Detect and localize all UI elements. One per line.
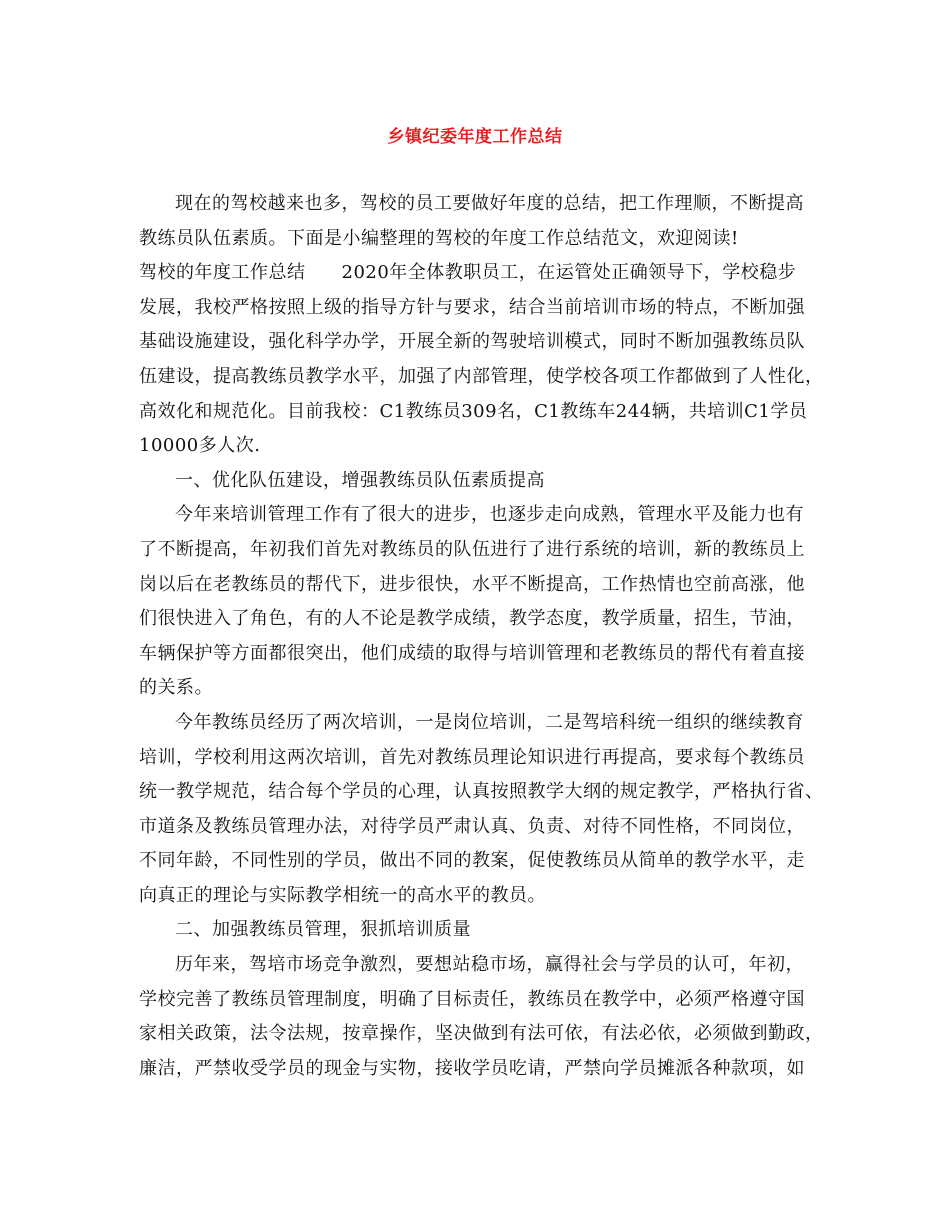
paragraph-line: 家相关政策，法令法规，按章操作，坚决做到有法可依，有法必依，必须做到勤政，	[139, 1023, 824, 1045]
paragraph-line: 今年来培训管理工作有了很大的进步，也逐步走向成熟，管理水平及能力也有	[175, 504, 804, 526]
paragraph-line: 车辆保护等方面都很突出，他们成绩的取得与培训管理和老教练员的帮代有着直接	[139, 642, 805, 664]
paragraph-line: 伍建设，提高教练员教学水平，加强了内部管理，使学校各项工作都做到了人性化，	[139, 365, 824, 387]
paragraph-line: 培训，学校利用这两次培训，首先对教练员理论知识进行再提高，要求每个教练员	[139, 746, 805, 768]
paragraph-line: 向真正的理论与实际教学相统一的高水平的教员。	[139, 884, 546, 906]
paragraph-line: 高效化和规范化。目前我校：C1教练员309名，C1教练车244辆，共培训C1学员	[139, 400, 808, 422]
intro-line: 教练员队伍素质。下面是小编整理的驾校的年度工作总结范文，欢迎阅读!	[139, 227, 739, 249]
section-label: 驾校的年度工作总结	[139, 262, 306, 284]
paragraph-line: 历年来，驾培市场竞争激烈，要想站稳市场，赢得社会与学员的认可，年初，	[175, 954, 804, 976]
section-heading-2: 二、加强教练员管理，狠抓培训质量	[175, 919, 471, 941]
section-label-row	[139, 256, 829, 291]
paragraph-line: 统一教学规范，结合每个学员的心理，认真按照教学大纲的规定教学，严格执行省、	[139, 781, 824, 803]
paragraph-line: 基础设施建设，强化科学办学，开展全新的驾驶培训模式，同时不断加强教练员队	[139, 331, 805, 353]
paragraph-line: 学校完善了教练员管理制度，明确了目标责任，教练员在教学中，必须严格遵守国	[139, 988, 805, 1010]
paragraph-line: 市道条及教练员管理办法，对待学员严肃认真、负责、对待不同性格，不同岗位，	[139, 815, 805, 837]
section-heading-1: 一、优化队伍建设，增强教练员队伍素质提高	[175, 469, 545, 491]
paragraph-line: 2020年全体教职员工，在运管处正确领导下，学校稳步	[341, 262, 797, 284]
paragraph-line: 10000多人次.	[139, 435, 261, 457]
paragraph-line: 岗以后在老教练员的帮代下，进步很快，水平不断提高，工作热情也空前高涨，他	[139, 573, 805, 595]
paragraph-line: 的关系。	[139, 677, 213, 699]
paragraph-line: 不同年龄，不同性别的学员，做出不同的教案，促使教练员从简单的教学水平，走	[139, 850, 805, 872]
document-body	[139, 187, 829, 1086]
paragraph-line: 今年教练员经历了两次培训，一是岗位培训，二是驾培科统一组织的继续教育	[175, 711, 804, 733]
paragraph-line: 廉洁，严禁收受学员的现金与实物，接收学员吃请，严禁向学员摊派各种款项，如	[139, 1057, 805, 1079]
paragraph-line: 发展，我校严格按照上级的指导方针与要求，结合当前培训市场的特点，不断加强	[139, 296, 805, 318]
paragraph-line: 了不断提高，年初我们首先对教练员的队伍进行了进行系统的培训，新的教练员上	[139, 538, 805, 560]
intro-line: 现在的驾校越来也多，驾校的员工要做好年度的总结，把工作理顺，不断提高	[175, 193, 804, 214]
document-title: 乡镇纪委年度工作总结	[387, 127, 563, 147]
paragraph-line: 们很快进入了角色，有的人不论是教学成绩，教学态度，教学质量，招生，节油，	[139, 608, 805, 630]
